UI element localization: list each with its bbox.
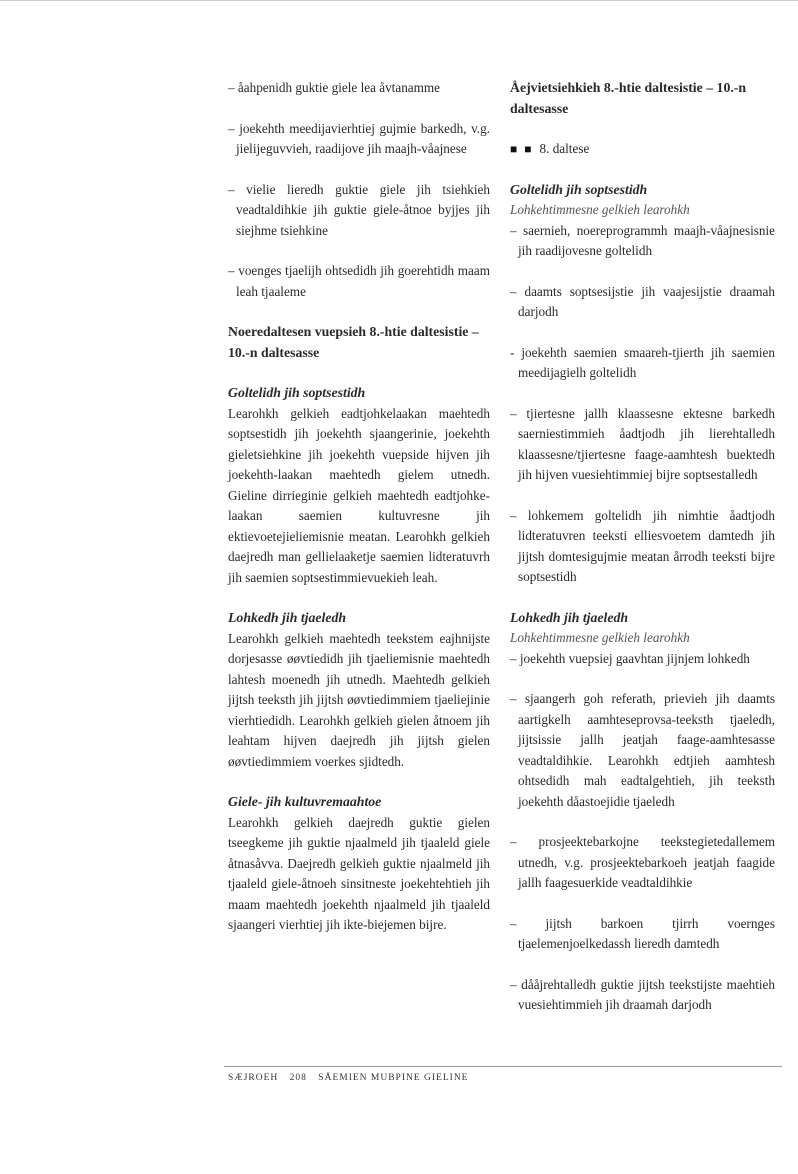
list-item: – lohkemem goltelidh jih nimhtie åadtjodh lidteratuvren teeksti elliesvoetem damtedh jih jijtsh domtesigujmie meatan årrodh teeksti bijre soptsestidh [510,507,775,584]
level-line [510,139,775,160]
list-item: – jijtsh barkoen tjirrh voernges tjaelemenjoelkedassh lieredh damtedh [510,915,775,951]
subsection-subtitle: Lohkehtimmesne gelkieh learohkh [510,202,690,217]
subsection-title: Goltelidh jih soptsestidh [228,385,366,400]
list-item: – joekehth meedijavierhtiej gujmie barkedh, v.g. jielijeguvvieh, raadijove jih maajh-våajnese [228,120,490,156]
subsection-title: Goltelidh jih soptsestidh [510,181,648,197]
list-item: – daamts soptsesijstie jih vaajesijstie draamah darjodh [510,283,775,319]
subsection-title: Lohkedh jih tjaeledh [228,610,347,625]
list-item: - joekehth saemien smaareh-tjierth jih saemien meedijagielh goltelidh [510,344,775,380]
list-item: – tjiertesne jallh klaassesne ektesne barkedh saerniestimmieh åadtjodh jih lierehtalledh klaassesne/tjiertesne faage-aamhtesh buektedh jih hijven vuesiehtimmiej bijre soptsestalledh [510,405,775,482]
square-bullet-icon: ■ ■ [510,142,534,156]
body-paragraph: Learohkh gelkieh maehtedh teekstem eajhnijste dorjesasse øøvtiedidh jih tjaeliemisnie maehtedh lahtesh moenedh jih utnedh. Maehtedh gelkieh jijtsh teeksth jih jijtsh øøvtiedimmiem tjaeliejinie vierhtiedidh. Learohkh gelkieh gielen åtnoem jih leahtam hijven daejredh jih jijtsh gielen øøvtiedimmiem voerkes sjidtedh. [228,630,490,769]
footer-rule [224,1066,782,1067]
footer-series: SÆJROEH [228,1073,279,1083]
subsection-subtitle: Lohkehtimmesne gelkieh learohkh [510,630,690,645]
page-footer [228,1073,476,1083]
top-rule [0,0,798,1]
list-item: – dååjrehtalledh guktie jijtsh teekstijste maehtieh vuesiehtimmieh jih draamah darjodh [510,976,775,1012]
list-item: – voenges tjaelijh ohtsedidh jih goerehtidh maam leah tjaaleme [228,263,490,299]
body-paragraph: Learohkh gelkieh daejredh guktie gielen tseegkeme jih guktie njaalmeld jih tjaaleld giele åtnasåvva. Daejredh gelkieh guktie njaalmeld jih tjaaleld giele-åtnoeh sinsitneste joekehtehtieh jih maam maehtedh joekehth njaalmeld jih tjaaleld sjaangeri vierhtiej jih ikte-biejemen bijre. [228,814,490,932]
list-item: – joekehth vuepsiej gaavhtan jijnjem lohkedh [510,650,750,666]
list-item: – saernieh, noereprogrammh maajh-våajnesisnie jih raadijovesne goltelidh [510,222,775,258]
list-item: – prosjeektebarkojne teekstegietedallemem utnedh, v.g. prosjeektebarkoeh jeatjah faagide jallh faagesuerkide veadtaldihkie [510,834,775,890]
body-paragraph: Learohkh gelkieh eadtjohkelaakan maehtedh soptsestidh jih joekehth sjaangerinie, joekehth gieletsiehkine jih joekehth vuepside hijven jih joekehth-laakan maehtedh gielem utnedh. Gieline dirrieginie gelkieh maehtedh eadtjohke-laakan saemien kultuvresne jih ektievoetejieliemisnie meatan. Learohkh gelkieh daejredh man gellielaaketje saemien lidteratuvrh jih saemien soptsestimmievuekieh leah. [228,405,490,585]
footer-title: SÅEMIEN MUBPINE GIELINE [318,1073,469,1083]
subsection-title: Giele- jih kultuvremaahtoe [228,794,382,809]
subsection-title: Lohkedh jih tjaeledh [510,609,629,625]
list-item: – åahpenidh guktie giele lea åvtanamme [228,80,441,95]
left-column [228,78,490,936]
list-item: – vielie lieredh guktie giele jih tsiehkieh veadtaldihkie jih guktie giele-åtnoe byjjes jih siejhme tsiehkine [228,181,490,238]
page-number: 208 [289,1073,307,1083]
section-heading: Åejvietsiehkieh 8.-htie daltesistie – 10.-n daltesasse [510,80,747,116]
section-heading: Noeredaltesen vuepsieh 8.-htie daltesistie – 10.-n daltesasse [228,324,479,360]
level-label: 8. daltese [539,141,590,156]
right-column [510,78,775,1016]
list-item: – sjaangerh goh referath, prievieh jih daamts aartigkelh aamhteseprovsa-teeksth tjaeledh, jijtsissie jallh jeatjah faage-aamhtesasse veadtaldihkie. Learohkh edtjieh aamhtesh ohtsedidh mah eadtalgehtieh, jih teeksth joekehth dåastoejidie tjaeledh [510,691,775,809]
